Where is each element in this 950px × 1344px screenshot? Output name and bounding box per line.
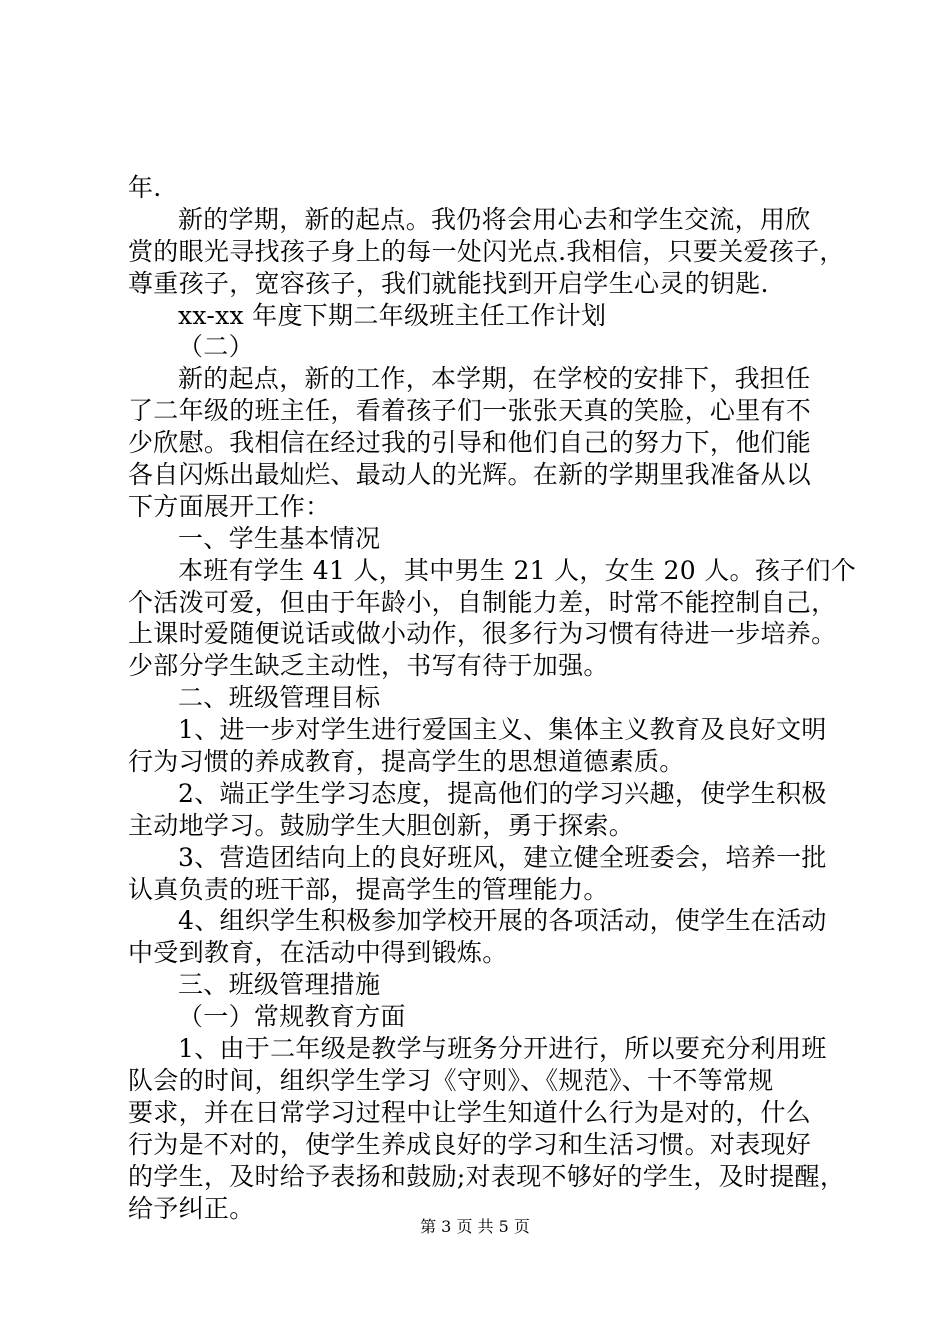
- page-number-footer: 第 3 页 共 5 页: [420, 1217, 530, 1236]
- text-line: 的学生，及时给予表扬和鼓励;对表现不够好的学生，及时提醒，: [128, 1161, 846, 1191]
- text-line: （一）常规教育方面: [178, 1002, 406, 1032]
- text-line: 行为习惯的养成教育，提高学生的思想道德素质。: [128, 747, 685, 777]
- text-line: （二）: [178, 332, 254, 362]
- text-line: 3、营造团结向上的良好班风，建立健全班委会，培养一批: [178, 842, 827, 872]
- text-line: 少部分学生缺乏主动性，书写有待于加强。: [128, 651, 609, 681]
- text-line: 1、进一步对学生进行爱国主义、集体主义教育及良好文明: [178, 715, 827, 745]
- text-line: 新的起点，新的工作，本学期，在学校的安排下，我担任: [178, 364, 811, 394]
- text-line: 新的学期，新的起点。我仍将会用心去和学生交流，用欣: [178, 204, 811, 234]
- text-line: 4、组织学生积极参加学校开展的各项活动，使学生在活动: [178, 906, 827, 936]
- text-line: 队会的时间，组织学生学习《守则》、《规范》、十不等常规: [128, 1065, 774, 1095]
- document-body: [128, 172, 857, 1224]
- text-line: 了二年级的班主任，看着孩子们一张张天真的笑脸，心里有不: [128, 396, 812, 426]
- text-line: 个活泼可爱，但由于年龄小，自制能力差，时常不能控制自己，: [128, 587, 837, 617]
- text-line: 主动地学习。鼓励学生大胆创新，勇于探索。: [128, 810, 635, 840]
- text-line: 赏的眼光寻找孩子身上的每一处闪光点.我相信，只要关爱孩子，: [128, 236, 845, 266]
- text-line: 尊重孩子，宽容孩子，我们就能找到开启学生心灵的钥匙.: [128, 268, 769, 298]
- text-line: 本班有学生 41 人，其中男生 21 人，女生 20 人。孩子们个: [178, 555, 857, 585]
- text-line: 给予纠正。: [128, 1193, 255, 1223]
- text-line: 1、由于二年级是教学与班务分开进行，所以要充分利用班: [178, 1034, 827, 1064]
- text-line: 下方面展开工作：: [128, 491, 331, 521]
- text-line: 2、端正学生学习态度，提高他们的学习兴趣，使学生积极: [178, 778, 827, 808]
- text-line: 二、班级管理目标: [178, 683, 381, 713]
- text-line: 年.: [128, 173, 162, 202]
- text-line: 各自闪烁出最灿烂、最动人的光辉。在新的学期里我准备从以: [128, 460, 812, 490]
- text-line: 少欣慰。我相信在经过我的引导和他们自己的努力下，他们能: [128, 428, 812, 458]
- text-line: 一、学生基本情况: [178, 523, 381, 553]
- text-line: 行为是不对的，使学生养成良好的学习和生活习惯。对表现好: [128, 1129, 812, 1159]
- text-line: 中受到教育，在活动中得到锻炼。: [128, 938, 508, 968]
- text-line: 上课时爱随便说话或做小动作，很多行为习惯有待进一步培养。: [128, 619, 837, 649]
- text-line: 要求，并在日常学习过程中让学生知道什么行为是对的，什么: [128, 1097, 812, 1127]
- text-line: xx-xx 年度下期二年级班主任工作计划: [178, 300, 607, 330]
- text-line: 认真负责的班干部，提高学生的管理能力。: [128, 874, 609, 904]
- text-line: 三、班级管理措施: [178, 970, 381, 1000]
